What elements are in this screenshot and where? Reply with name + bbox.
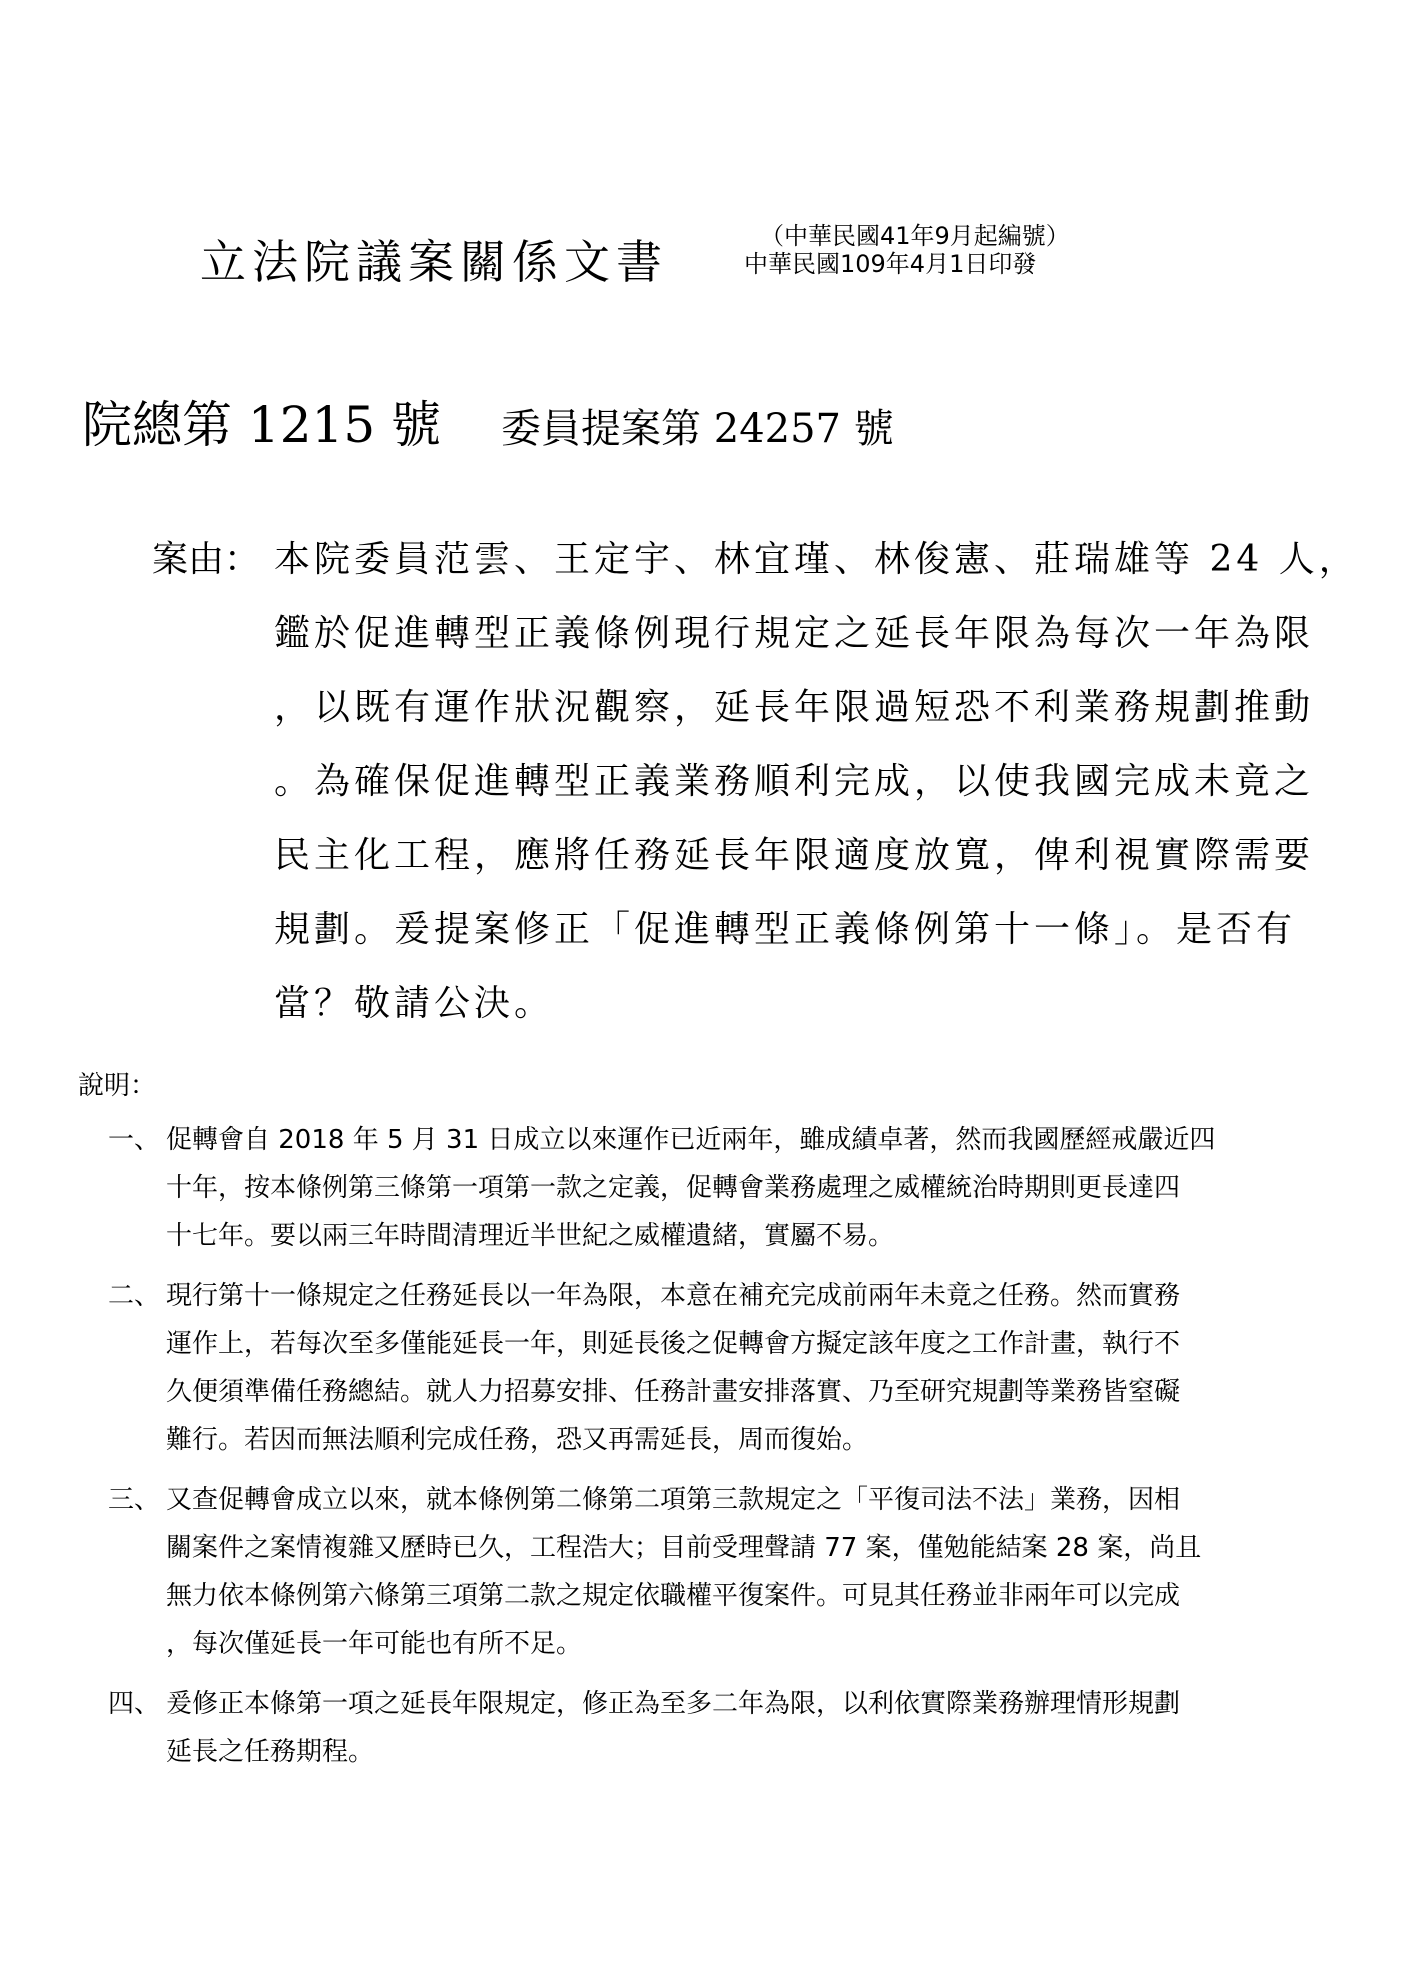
header-note [744,222,1070,278]
explanation-title: 說明： [78,1071,157,1101]
item-line: 久便須準備任務總結。就人力招募安排、任務計畫安排落實、乃至研究規劃等業務皆窒礙 [166,1377,1181,1407]
explanation-item [108,1680,1338,1776]
numbering-note: （中華民國41年9月起編號） [760,222,1070,250]
print-date: 中華民國109年4月1日印發 [744,250,1037,278]
proposal-number: 委員提案第 24257 號 [501,406,894,452]
item-line: 十七年。要以兩三年時間清理近半世紀之威權遺緒，實屬不易。 [166,1221,895,1251]
explanation-item [108,1116,1338,1260]
explanation-item [108,1272,1338,1464]
item-number: 二、 [108,1281,161,1311]
item-number: 三、 [108,1485,161,1515]
bill-numbers [82,385,894,457]
bill-number: 院總第 1215 號 [82,396,442,454]
subject-section [152,523,1359,1041]
item-line: 又查促轉會成立以來，就本條例第二條第二項第三款規定之「平復司法不法」業務，因相 [166,1485,1181,1515]
item-line: 延長之任務期程。 [166,1737,375,1767]
item-line: 無力依本條例第六條第三項第二款之規定依職權平復案件。可見其任務並非兩年可以完成 [166,1581,1181,1611]
item-text [166,1476,1338,1668]
item-text [166,1272,1338,1464]
item-text [166,1116,1338,1260]
item-line: 現行第十一條規定之任務延長以一年為限，本意在補充完成前兩年未竟之任務。然而實務 [166,1281,1181,1311]
document-title: 立法院議案關係文書 [200,235,668,289]
subject-line: 當？敬請公決。 [274,983,555,1024]
subject-line: 。為確保促進轉型正義業務順利完成，以使我國完成未竟之 [274,761,1315,802]
subject-line: 規劃。爰提案修正「促進轉型正義條例第十一條」。是否有 [274,909,1297,950]
subject-line: 鑑於促進轉型正義條例現行規定之延長年限為每次一年為限 [274,613,1315,654]
subject-line: 本院委員范雲、王定宇、林宜瑾、林俊憲、莊瑞雄等 24 人， [274,539,1359,580]
explanation-list [108,1116,1338,1788]
item-line: 運作上，若每次至多僅能延長一年，則延長後之促轉會方擬定該年度之工作計畫，執行不 [166,1329,1181,1359]
item-number: 四、 [108,1689,161,1719]
item-line: 難行。若因而無法順利完成任務，恐又再需延長，周而復始。 [166,1425,869,1455]
subject-label: 案由： [152,539,261,580]
subject-text [274,523,1359,1041]
subject-line: 民主化工程，應將任務延長年限適度放寬，俾利視實際需要 [274,835,1315,876]
item-line: 關案件之案情複雜又歷時已久，工程浩大；目前受理聲請 77 案，僅勉能結案 28 案，尚且 [166,1533,1202,1563]
subject-line: ，以既有運作狀況觀察，延長年限過短恐不利業務規劃推動 [274,687,1315,728]
item-line: 爰修正本條第一項之延長年限規定，修正為至多二年為限，以利依實際業務辦理情形規劃 [166,1689,1181,1719]
item-line: 促轉會自 2018 年 5 月 31 日成立以來運作已近兩年，雖成績卓著，然而我國歷經戒嚴近四 [166,1125,1216,1155]
item-line: 十年，按本條例第三條第一項第一款之定義，促轉會業務處理之威權統治時期則更長達四 [166,1173,1181,1203]
explanation-item [108,1476,1338,1668]
item-text [166,1680,1338,1776]
item-number: 一、 [108,1125,161,1155]
item-line: ，每次僅延長一年可能也有所不足。 [166,1629,583,1659]
